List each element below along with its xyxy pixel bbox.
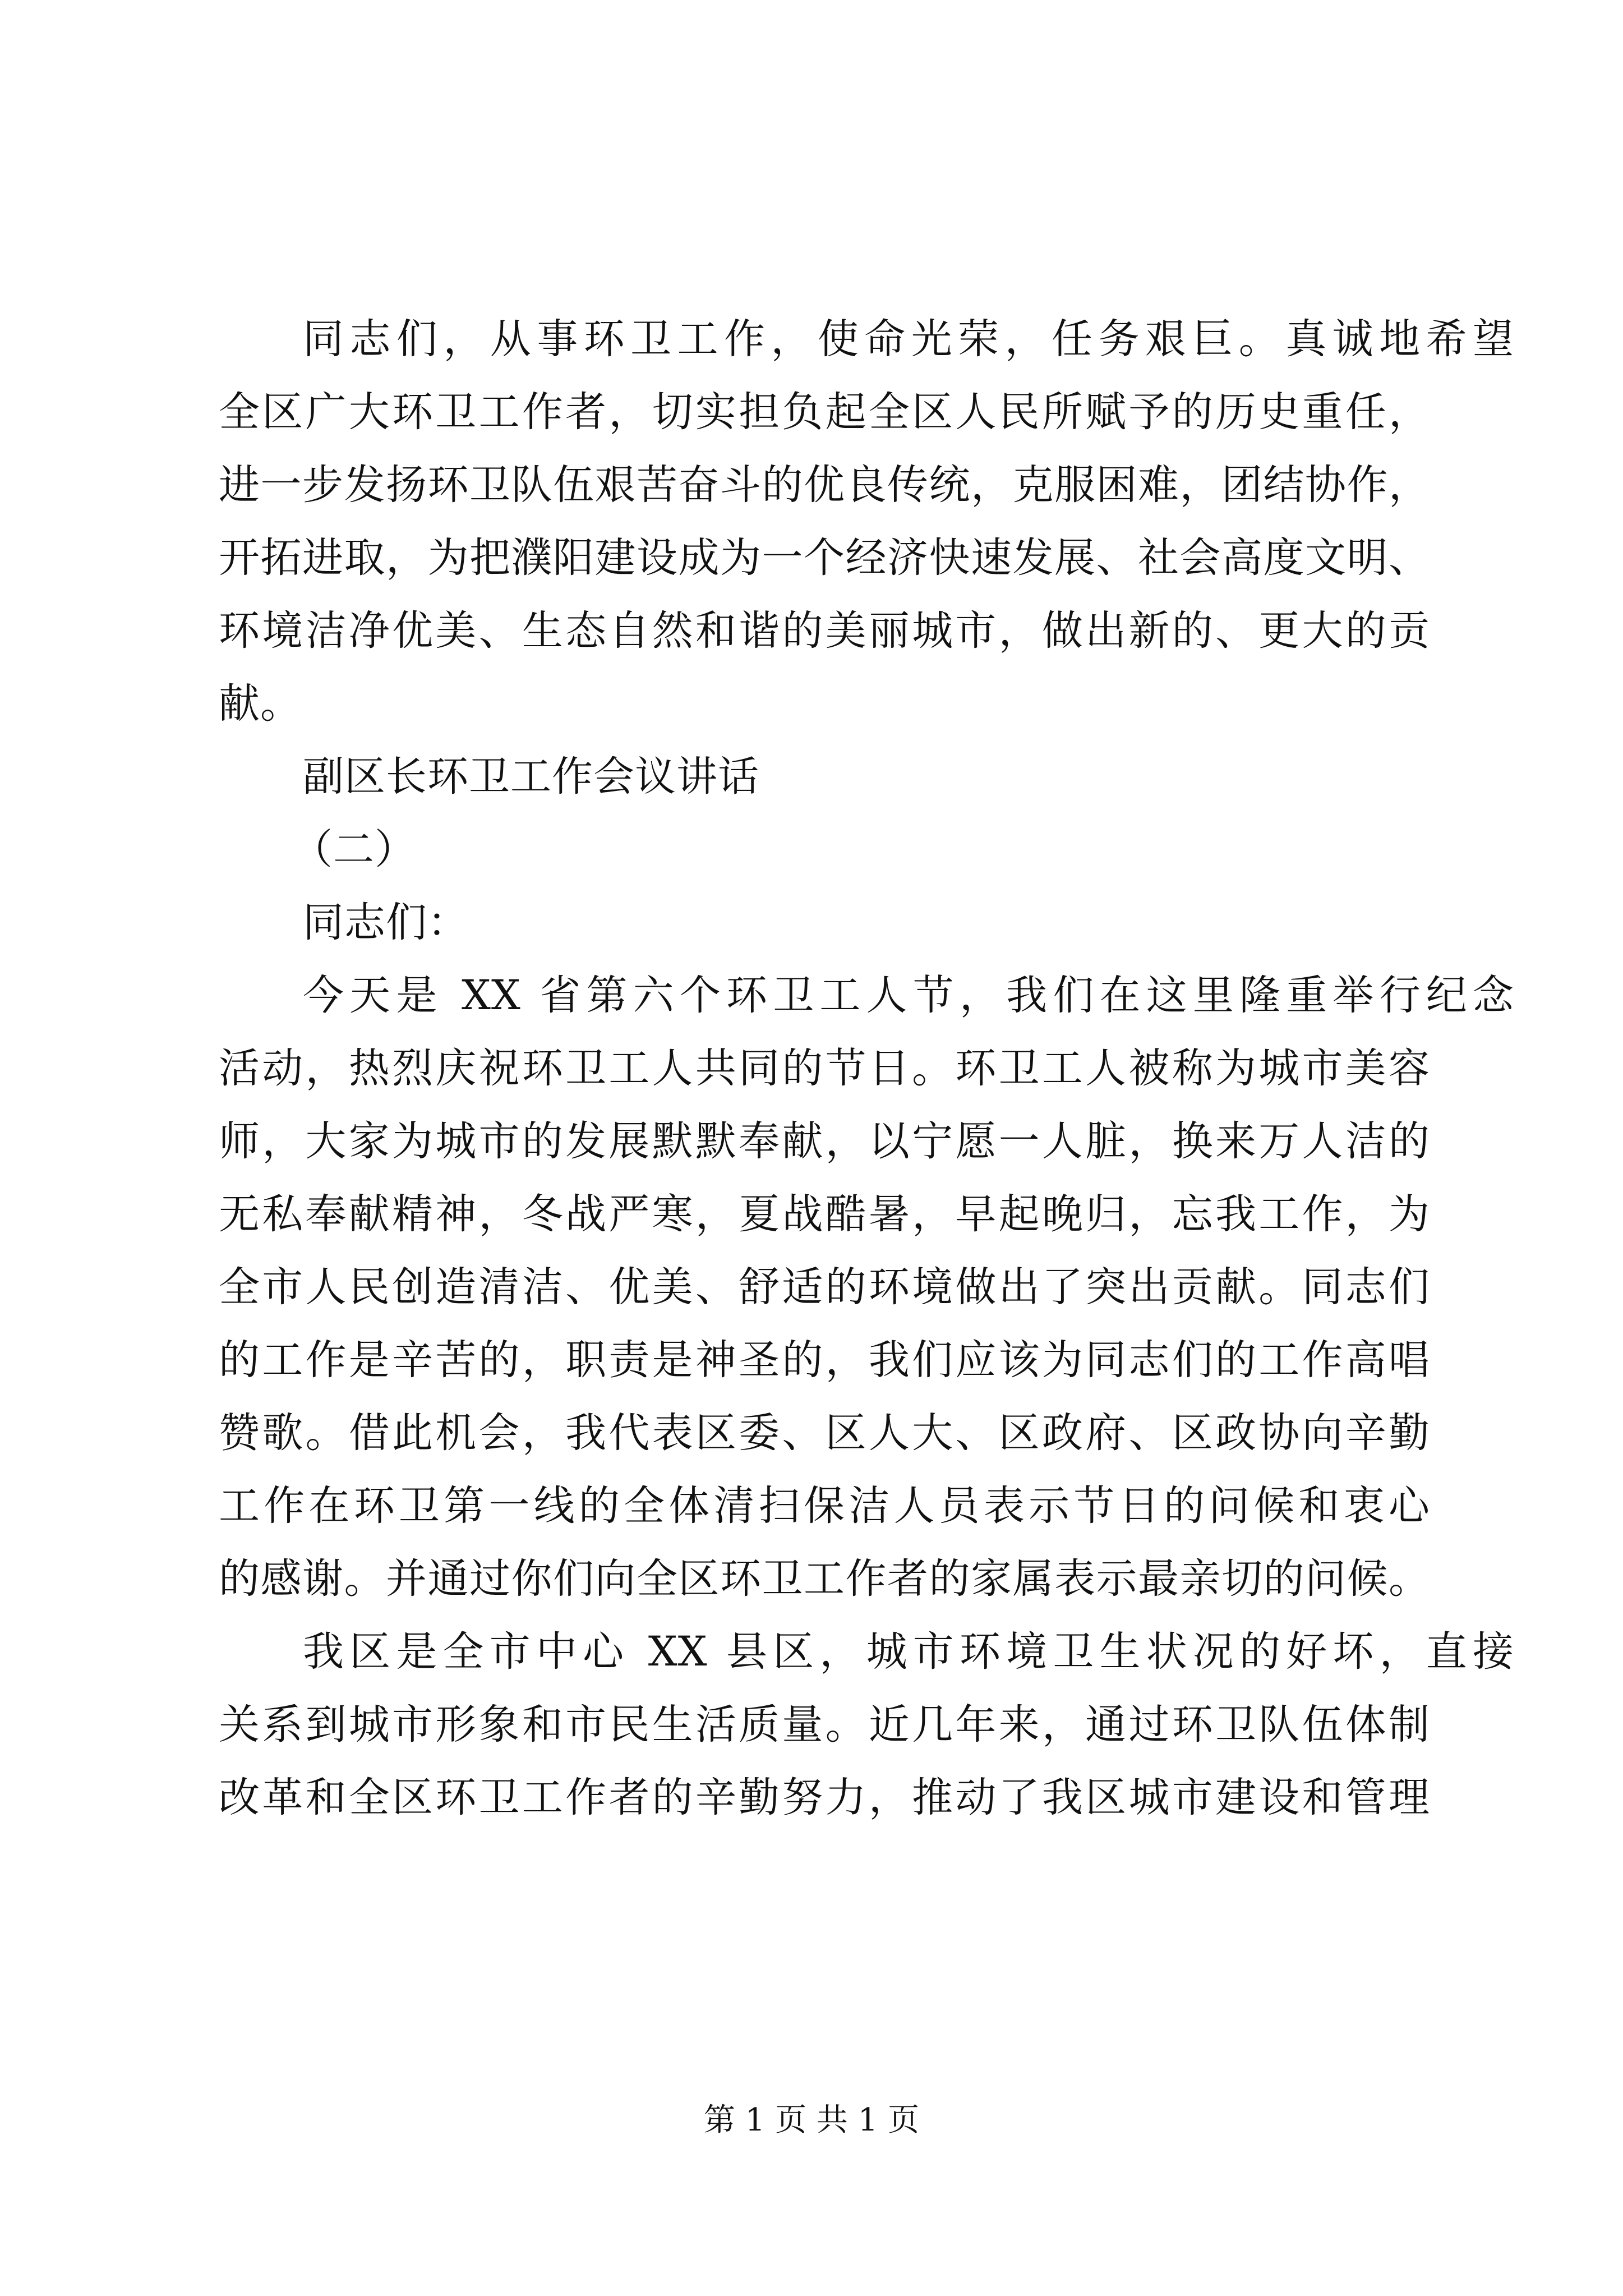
paragraph-line: 关系到城市形象和市民生活质量。近几年来，通过环卫队伍体制 [219, 1701, 1430, 1749]
paragraph-line: 无私奉献精神，冬战严寒，夏战酷暑，早起晚归，忘我工作，为 [219, 1190, 1430, 1238]
paragraph-line: 我区是全市中心 XX 县区，城市环境卫生状况的好坏，直接 [303, 1628, 1514, 1676]
paragraph-line: 环境洁净优美、生态自然和谐的美丽城市，做出新的、更大的贡 [219, 607, 1430, 655]
paragraph-line: 师，大家为城市的发展默默奉献，以宁愿一人脏，换来万人洁的 [219, 1117, 1430, 1165]
paragraph-line: 今天是 XX 省第六个环卫工人节，我们在这里隆重举行纪念 [303, 972, 1514, 1019]
paragraph-line: 的工作是辛苦的，职责是神圣的，我们应该为同志们的工作高唱 [219, 1336, 1430, 1384]
paragraph-line: 献。 [219, 680, 302, 728]
page-footer: 第 1 页 共 1 页 [703, 2102, 920, 2138]
paragraph-line: 改革和全区环卫工作者的辛勤努力，推动了我区城市建设和管理 [219, 1774, 1430, 1821]
paragraph-line: 进一步发扬环卫队伍艰苦奋斗的优良传统，克服困难，团结协作， [219, 461, 1430, 509]
section-subtitle: （二） [292, 826, 416, 873]
section-title: 副区长环卫工作会议讲话 [303, 753, 759, 800]
paragraph-line: 的感谢。并通过你们向全区环卫工作者的家属表示最亲切的问候。 [219, 1555, 1430, 1603]
paragraph-line: 开拓进取，为把濮阳建设成为一个经济快速发展、社会高度文明、 [219, 534, 1430, 582]
paragraph-line: 全区广大环卫工作者，切实担负起全区人民所赋予的历史重任， [219, 388, 1430, 436]
paragraph-line: 活动，热烈庆祝环卫工人共同的节日。环卫工人被称为城市美容 [219, 1045, 1430, 1092]
salutation: 同志们： [303, 899, 469, 946]
paragraph-line: 工作在环卫第一线的全体清扫保洁人员表示节日的问候和衷心 [219, 1482, 1430, 1530]
paragraph-line: 赞歌。借此机会，我代表区委、区人大、区政府、区政协向辛勤 [219, 1409, 1430, 1457]
paragraph-line: 同志们，从事环卫工作，使命光荣，任务艰巨。真诚地希望 [303, 315, 1514, 363]
paragraph-line: 全市人民创造清洁、优美、舒适的环境做出了突出贡献。同志们 [219, 1263, 1430, 1311]
